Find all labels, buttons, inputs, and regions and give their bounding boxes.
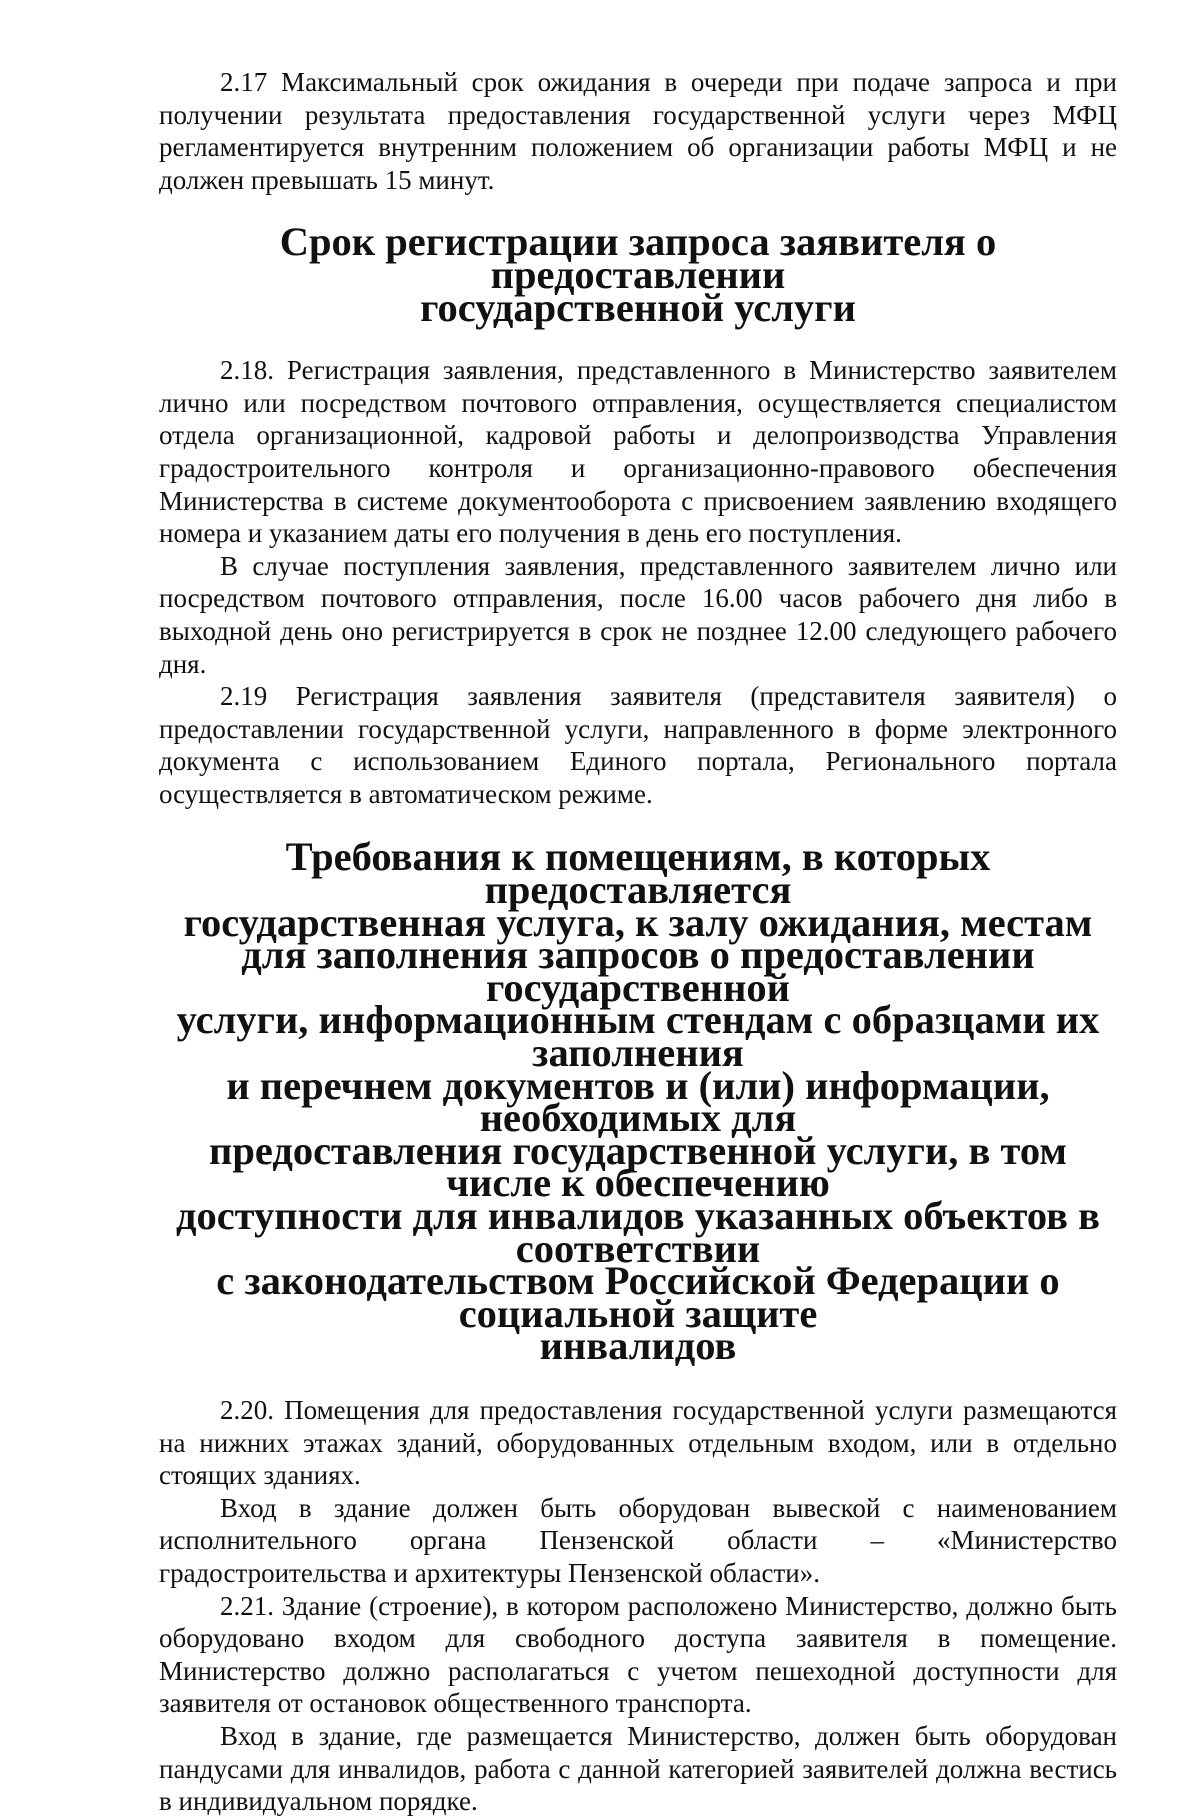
heading-line: Требования к помещениям, в которых предоставляется <box>285 834 991 913</box>
document-page <box>159 66 1117 1818</box>
heading-line: доступности для инвалидов указанных объектов в соответствии <box>175 1193 1101 1271</box>
heading-line: Срок регистрации запроса заявителя о предоставлении <box>279 219 997 297</box>
heading-line: инвалидов <box>539 1323 737 1369</box>
heading-line: предоставления государственной услуги, в том числе к обеспечению <box>209 1127 1067 1206</box>
paragraph-2-19: 2.19 Регистрация заявления заявителя (представителя заявителя) о предоставлении государственной услуги, направленного в форме электронного документа с использованием Единого портала, Регионального портала осуществляется в автоматическом режиме. <box>159 681 1117 809</box>
heading-line: государственная услуга, к залу ожидания, местам <box>183 899 1093 945</box>
paragraph-2-21-continued: Вход в здание, где размещается Министерство, должен быть оборудован пандусами для инвалидов, работа с данной категорией заявителей должна вестись в индивидуальном порядке. <box>159 1720 1117 1817</box>
heading-line: услуги, информационным стендам с образцами их заполнения <box>176 997 1100 1076</box>
section-heading-registration <box>159 219 1117 330</box>
heading-line: и перечнем документов и (или) информации, необходимых для <box>226 1062 1050 1141</box>
heading-line: с законодательством Российской Федерации о социальной защите <box>216 1258 1060 1336</box>
paragraph-2-18: 2.18. Регистрация заявления, представленного в Министерство заявителем лично или посредством почтового отправления, осуществляется специалистом отдела организационной, кадровой работы и делопроизводства Управления градостроительного контроля и организационно-правового обеспечения Министерства в системе документооборота с присвоением заявлению входящего номера и указанием даты его получения в день его поступления. <box>159 355 1117 549</box>
paragraph-2-20-continued: Вход в здание должен быть оборудован вывеской с наименованием исполнительного органа Пензенской области – «Министерство градостроительства и архитектуры Пензенской области». <box>159 1492 1117 1588</box>
heading-line: для заполнения запросов о предоставлении государственной <box>241 932 1035 1010</box>
section-heading-premises <box>159 834 1117 1369</box>
heading-line: государственной услуги <box>420 284 856 330</box>
paragraph-2-18-continued: В случае поступления заявления, представленного заявителем лично или посредством почтового отправления, после 16.00 часов рабочего дня либо в выходной день оно регистрируется в срок не позднее 12.00 следующего рабочего дня. <box>159 550 1117 679</box>
paragraph-2-21: 2.21. Здание (строение), в котором расположено Министерство, должно быть оборудовано входом для свободного доступа заявителя в помещение. Министерство должно располагаться с учетом пешеходной доступности для заявителя от остановок общественного транспорта. <box>159 1590 1117 1719</box>
paragraph-2-17: 2.17 Максимальный срок ожидания в очереди при подаче запроса и при получении результата предоставления государственной услуги через МФЦ регламентируется внутренним положением об организации работы МФЦ и не должен превышать 15 минут. <box>159 67 1117 195</box>
paragraph-2-20: 2.20. Помещения для предоставления государственной услуги размещаются на нижних этажах зданий, оборудованных отдельным входом, или в отдельно стоящих зданиях. <box>159 1394 1117 1491</box>
